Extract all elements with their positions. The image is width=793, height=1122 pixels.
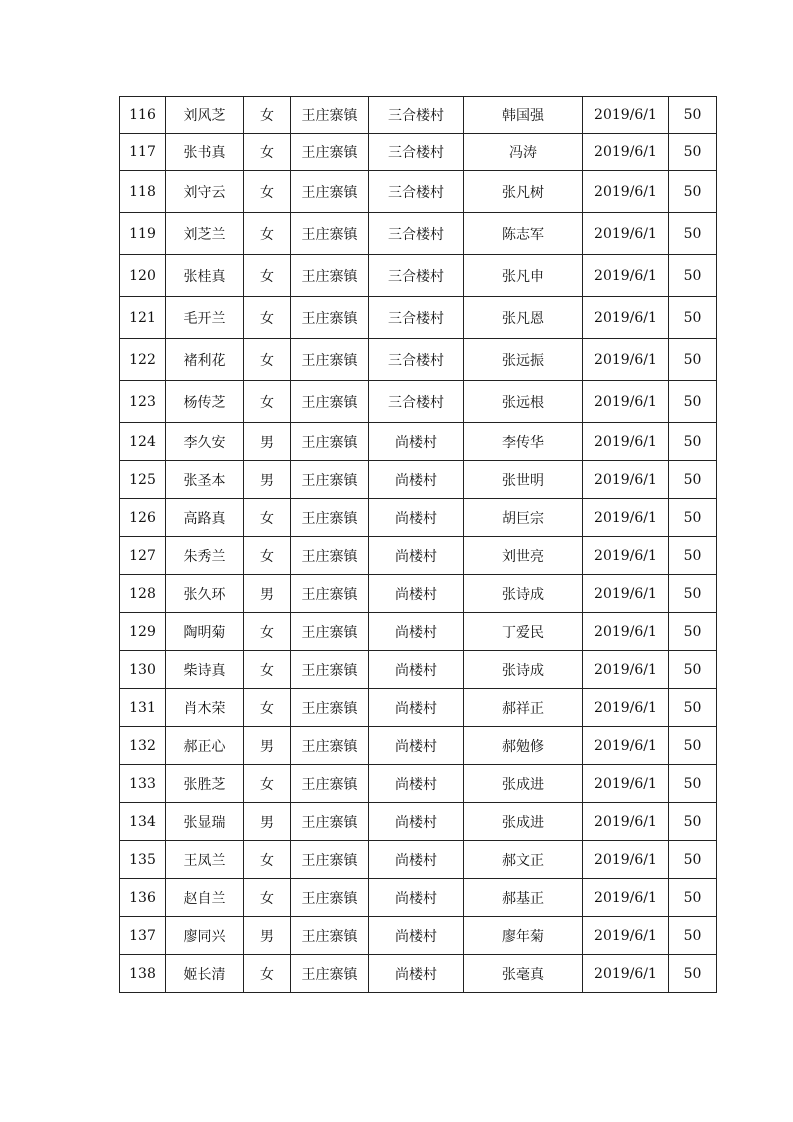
name-cell: 高路真 xyxy=(166,499,244,537)
amount-cell: 50 xyxy=(669,97,717,134)
table-row xyxy=(120,97,717,134)
name-cell: 刘风芝 xyxy=(166,97,244,134)
serial-number-cell: 118 xyxy=(120,171,166,213)
table-row xyxy=(120,613,717,651)
sex-cell: 男 xyxy=(244,575,291,613)
sex-cell: 男 xyxy=(244,727,291,765)
name-cell: 赵自兰 xyxy=(166,879,244,917)
amount-cell: 50 xyxy=(669,575,717,613)
name-cell: 王凤兰 xyxy=(166,841,244,879)
village-cell: 三合楼村 xyxy=(369,339,464,381)
date-cell: 2019/6/1 xyxy=(583,537,669,575)
table-row xyxy=(120,171,717,213)
name-cell: 廖同兴 xyxy=(166,917,244,955)
sex-cell: 女 xyxy=(244,213,291,255)
village-cell: 尚楼村 xyxy=(369,841,464,879)
town-cell: 王庄寨镇 xyxy=(291,134,369,171)
date-cell: 2019/6/1 xyxy=(583,689,669,727)
amount-cell: 50 xyxy=(669,651,717,689)
amount-cell: 50 xyxy=(669,841,717,879)
amount-cell: 50 xyxy=(669,689,717,727)
village-cell: 三合楼村 xyxy=(369,134,464,171)
sex-cell: 女 xyxy=(244,613,291,651)
serial-number-cell: 125 xyxy=(120,461,166,499)
date-cell: 2019/6/1 xyxy=(583,841,669,879)
town-cell: 王庄寨镇 xyxy=(291,689,369,727)
amount-cell: 50 xyxy=(669,499,717,537)
town-cell: 王庄寨镇 xyxy=(291,917,369,955)
town-cell: 王庄寨镇 xyxy=(291,651,369,689)
name-cell: 褚利花 xyxy=(166,339,244,381)
amount-cell: 50 xyxy=(669,213,717,255)
town-cell: 王庄寨镇 xyxy=(291,955,369,993)
date-cell: 2019/6/1 xyxy=(583,255,669,297)
relative-name-cell: 张诗成 xyxy=(464,575,583,613)
sex-cell: 女 xyxy=(244,171,291,213)
village-cell: 尚楼村 xyxy=(369,727,464,765)
sex-cell: 女 xyxy=(244,134,291,171)
serial-number-cell: 120 xyxy=(120,255,166,297)
amount-cell: 50 xyxy=(669,171,717,213)
serial-number-cell: 117 xyxy=(120,134,166,171)
serial-number-cell: 124 xyxy=(120,423,166,461)
sex-cell: 男 xyxy=(244,917,291,955)
amount-cell: 50 xyxy=(669,917,717,955)
relative-name-cell: 张诗成 xyxy=(464,651,583,689)
sex-cell: 女 xyxy=(244,765,291,803)
table-row xyxy=(120,727,717,765)
relative-name-cell: 郝基正 xyxy=(464,879,583,917)
name-cell: 刘守云 xyxy=(166,171,244,213)
name-cell: 刘芝兰 xyxy=(166,213,244,255)
relative-name-cell: 韩国强 xyxy=(464,97,583,134)
table-row xyxy=(120,575,717,613)
name-cell: 张书真 xyxy=(166,134,244,171)
village-cell: 尚楼村 xyxy=(369,765,464,803)
date-cell: 2019/6/1 xyxy=(583,461,669,499)
sex-cell: 女 xyxy=(244,381,291,423)
name-cell: 柴诗真 xyxy=(166,651,244,689)
name-cell: 朱秀兰 xyxy=(166,537,244,575)
table-row xyxy=(120,255,717,297)
town-cell: 王庄寨镇 xyxy=(291,339,369,381)
serial-number-cell: 129 xyxy=(120,613,166,651)
town-cell: 王庄寨镇 xyxy=(291,727,369,765)
relative-name-cell: 张凡申 xyxy=(464,255,583,297)
village-cell: 尚楼村 xyxy=(369,651,464,689)
village-cell: 三合楼村 xyxy=(369,297,464,339)
relative-name-cell: 丁爱民 xyxy=(464,613,583,651)
town-cell: 王庄寨镇 xyxy=(291,765,369,803)
serial-number-cell: 123 xyxy=(120,381,166,423)
table-row xyxy=(120,213,717,255)
village-cell: 尚楼村 xyxy=(369,879,464,917)
village-cell: 尚楼村 xyxy=(369,613,464,651)
amount-cell: 50 xyxy=(669,423,717,461)
village-cell: 三合楼村 xyxy=(369,255,464,297)
serial-number-cell: 131 xyxy=(120,689,166,727)
amount-cell: 50 xyxy=(669,727,717,765)
table-row xyxy=(120,689,717,727)
sex-cell: 男 xyxy=(244,461,291,499)
amount-cell: 50 xyxy=(669,613,717,651)
relative-name-cell: 李传华 xyxy=(464,423,583,461)
sex-cell: 女 xyxy=(244,339,291,381)
table-row xyxy=(120,381,717,423)
relative-name-cell: 张成进 xyxy=(464,803,583,841)
village-cell: 尚楼村 xyxy=(369,803,464,841)
sex-cell: 男 xyxy=(244,423,291,461)
date-cell: 2019/6/1 xyxy=(583,803,669,841)
serial-number-cell: 116 xyxy=(120,97,166,134)
relative-name-cell: 郝祥正 xyxy=(464,689,583,727)
sex-cell: 女 xyxy=(244,651,291,689)
sex-cell: 女 xyxy=(244,255,291,297)
amount-cell: 50 xyxy=(669,461,717,499)
date-cell: 2019/6/1 xyxy=(583,339,669,381)
town-cell: 王庄寨镇 xyxy=(291,381,369,423)
serial-number-cell: 136 xyxy=(120,879,166,917)
serial-number-cell: 133 xyxy=(120,765,166,803)
table-row xyxy=(120,917,717,955)
relative-name-cell: 郝勉修 xyxy=(464,727,583,765)
sex-cell: 女 xyxy=(244,499,291,537)
date-cell: 2019/6/1 xyxy=(583,575,669,613)
serial-number-cell: 126 xyxy=(120,499,166,537)
town-cell: 王庄寨镇 xyxy=(291,613,369,651)
table-row xyxy=(120,841,717,879)
serial-number-cell: 135 xyxy=(120,841,166,879)
date-cell: 2019/6/1 xyxy=(583,499,669,537)
date-cell: 2019/6/1 xyxy=(583,917,669,955)
table-row xyxy=(120,765,717,803)
relative-name-cell: 冯涛 xyxy=(464,134,583,171)
name-cell: 杨传芝 xyxy=(166,381,244,423)
town-cell: 王庄寨镇 xyxy=(291,841,369,879)
relative-name-cell: 张毫真 xyxy=(464,955,583,993)
town-cell: 王庄寨镇 xyxy=(291,97,369,134)
table-row xyxy=(120,651,717,689)
data-table xyxy=(119,96,717,993)
serial-number-cell: 119 xyxy=(120,213,166,255)
sex-cell: 女 xyxy=(244,537,291,575)
relative-name-cell: 郝文正 xyxy=(464,841,583,879)
serial-number-cell: 127 xyxy=(120,537,166,575)
relative-name-cell: 张远根 xyxy=(464,381,583,423)
sex-cell: 女 xyxy=(244,879,291,917)
amount-cell: 50 xyxy=(669,537,717,575)
table-row xyxy=(120,134,717,171)
sex-cell: 女 xyxy=(244,955,291,993)
serial-number-cell: 134 xyxy=(120,803,166,841)
name-cell: 郝正心 xyxy=(166,727,244,765)
sex-cell: 女 xyxy=(244,841,291,879)
relative-name-cell: 胡巨宗 xyxy=(464,499,583,537)
date-cell: 2019/6/1 xyxy=(583,727,669,765)
table-row xyxy=(120,499,717,537)
name-cell: 毛开兰 xyxy=(166,297,244,339)
serial-number-cell: 137 xyxy=(120,917,166,955)
town-cell: 王庄寨镇 xyxy=(291,461,369,499)
date-cell: 2019/6/1 xyxy=(583,955,669,993)
table-row xyxy=(120,461,717,499)
name-cell: 张胜芝 xyxy=(166,765,244,803)
date-cell: 2019/6/1 xyxy=(583,879,669,917)
amount-cell: 50 xyxy=(669,879,717,917)
town-cell: 王庄寨镇 xyxy=(291,213,369,255)
serial-number-cell: 132 xyxy=(120,727,166,765)
sex-cell: 男 xyxy=(244,803,291,841)
table-row xyxy=(120,423,717,461)
relative-name-cell: 张世明 xyxy=(464,461,583,499)
date-cell: 2019/6/1 xyxy=(583,213,669,255)
village-cell: 尚楼村 xyxy=(369,575,464,613)
name-cell: 姬长清 xyxy=(166,955,244,993)
name-cell: 陶明菊 xyxy=(166,613,244,651)
amount-cell: 50 xyxy=(669,803,717,841)
table-row xyxy=(120,955,717,993)
table-body xyxy=(120,97,717,993)
date-cell: 2019/6/1 xyxy=(583,297,669,339)
relative-name-cell: 廖年菊 xyxy=(464,917,583,955)
amount-cell: 50 xyxy=(669,381,717,423)
serial-number-cell: 128 xyxy=(120,575,166,613)
town-cell: 王庄寨镇 xyxy=(291,879,369,917)
relative-name-cell: 张远振 xyxy=(464,339,583,381)
table-row xyxy=(120,537,717,575)
village-cell: 尚楼村 xyxy=(369,499,464,537)
name-cell: 张桂真 xyxy=(166,255,244,297)
town-cell: 王庄寨镇 xyxy=(291,255,369,297)
village-cell: 尚楼村 xyxy=(369,917,464,955)
village-cell: 尚楼村 xyxy=(369,423,464,461)
serial-number-cell: 130 xyxy=(120,651,166,689)
name-cell: 张久环 xyxy=(166,575,244,613)
relative-name-cell: 张凡树 xyxy=(464,171,583,213)
village-cell: 三合楼村 xyxy=(369,97,464,134)
date-cell: 2019/6/1 xyxy=(583,97,669,134)
name-cell: 张圣本 xyxy=(166,461,244,499)
table-row xyxy=(120,803,717,841)
date-cell: 2019/6/1 xyxy=(583,613,669,651)
amount-cell: 50 xyxy=(669,134,717,171)
date-cell: 2019/6/1 xyxy=(583,651,669,689)
village-cell: 三合楼村 xyxy=(369,381,464,423)
date-cell: 2019/6/1 xyxy=(583,171,669,213)
amount-cell: 50 xyxy=(669,255,717,297)
amount-cell: 50 xyxy=(669,339,717,381)
date-cell: 2019/6/1 xyxy=(583,134,669,171)
name-cell: 张显瑞 xyxy=(166,803,244,841)
sex-cell: 女 xyxy=(244,689,291,727)
village-cell: 尚楼村 xyxy=(369,955,464,993)
town-cell: 王庄寨镇 xyxy=(291,537,369,575)
town-cell: 王庄寨镇 xyxy=(291,297,369,339)
village-cell: 尚楼村 xyxy=(369,461,464,499)
amount-cell: 50 xyxy=(669,765,717,803)
village-cell: 尚楼村 xyxy=(369,537,464,575)
relative-name-cell: 张成进 xyxy=(464,765,583,803)
name-cell: 李久安 xyxy=(166,423,244,461)
town-cell: 王庄寨镇 xyxy=(291,171,369,213)
serial-number-cell: 121 xyxy=(120,297,166,339)
relative-name-cell: 张凡恩 xyxy=(464,297,583,339)
table-row xyxy=(120,297,717,339)
relative-name-cell: 刘世亮 xyxy=(464,537,583,575)
village-cell: 尚楼村 xyxy=(369,689,464,727)
village-cell: 三合楼村 xyxy=(369,171,464,213)
amount-cell: 50 xyxy=(669,297,717,339)
date-cell: 2019/6/1 xyxy=(583,423,669,461)
town-cell: 王庄寨镇 xyxy=(291,575,369,613)
date-cell: 2019/6/1 xyxy=(583,765,669,803)
table-row xyxy=(120,879,717,917)
town-cell: 王庄寨镇 xyxy=(291,499,369,537)
serial-number-cell: 122 xyxy=(120,339,166,381)
amount-cell: 50 xyxy=(669,955,717,993)
date-cell: 2019/6/1 xyxy=(583,381,669,423)
sex-cell: 女 xyxy=(244,97,291,134)
serial-number-cell: 138 xyxy=(120,955,166,993)
table-row xyxy=(120,339,717,381)
relative-name-cell: 陈志军 xyxy=(464,213,583,255)
village-cell: 三合楼村 xyxy=(369,213,464,255)
town-cell: 王庄寨镇 xyxy=(291,423,369,461)
name-cell: 肖木荣 xyxy=(166,689,244,727)
town-cell: 王庄寨镇 xyxy=(291,803,369,841)
sex-cell: 女 xyxy=(244,297,291,339)
